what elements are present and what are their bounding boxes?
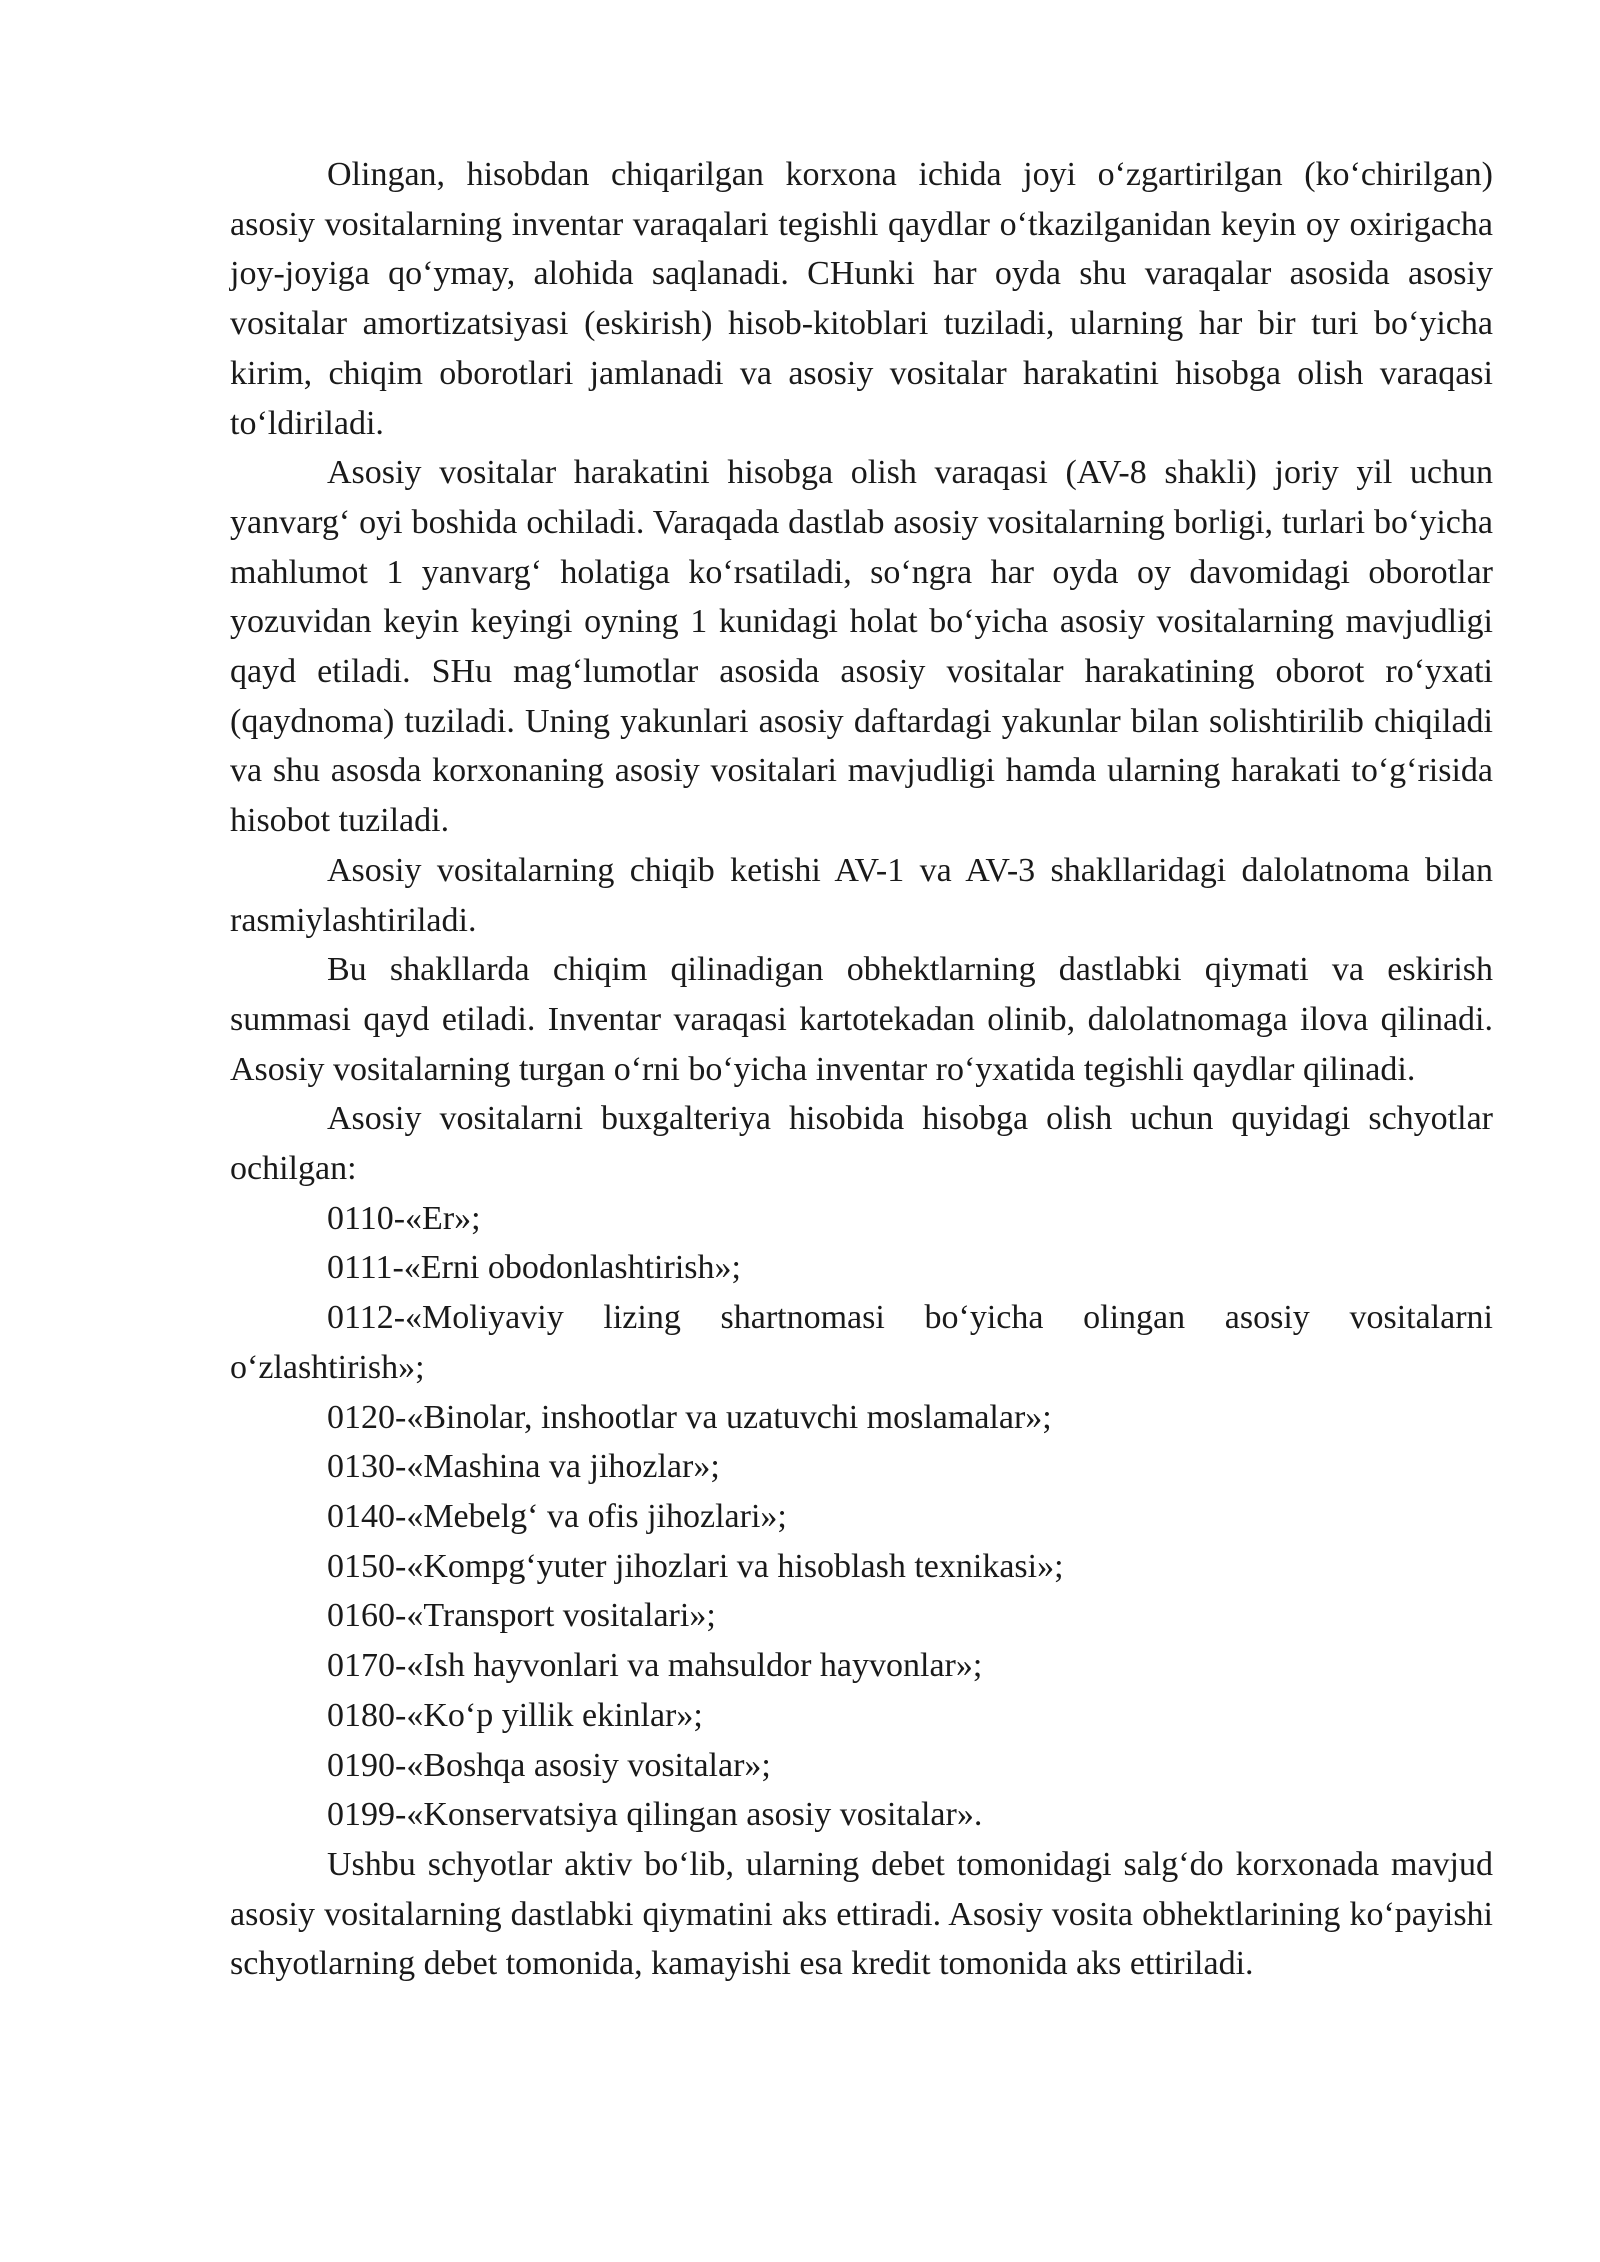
list-item: 0130-«Mashina va jihozlar»;	[327, 1448, 720, 1486]
list-item: 0199-«Konservatsiya qilingan asosiy vositalar».	[327, 1796, 983, 1834]
list-item: 0190-«Boshqa asosiy vositalar»;	[327, 1746, 771, 1784]
list-item: 0111-«Erni obodonlashtirish»;	[327, 1249, 741, 1287]
list-item: 0140-«Mebelg‘ va ofis jihozlari»;	[327, 1497, 787, 1535]
list-item: 0112-«Moliyaviy lizing shartnomasi bo‘yicha olingan asosiy vositalarni o‘zlashtirish»;	[230, 1299, 1493, 1386]
list-item: 0180-«Ko‘p yillik ekinlar»;	[327, 1696, 703, 1734]
paragraph-accounts-intro: Asosiy vositalarni buxgalteriya hisobida hisobga olish uchun quyidagi schyotlar ochilgan:	[230, 1100, 1493, 1188]
list-item: 0150-«Kompg‘yuter jihozlari va hisoblash texnikasi»;	[327, 1547, 1064, 1585]
accounts-list	[230, 1194, 1493, 1840]
paragraph-av8-sheet: Asosiy vositalar harakatini hisobga olish varaqasi (AV-8 shakli) joriy yil uchun yanvarg‘ oyi boshida ochiladi. Varaqada dastlab asosiy vositalarning borligi, turlari bo‘yicha mahlumot 1 yanvarg‘ holatiga ko‘rsatiladi, so‘ngra har oyda oy davomidagi oborotlar yozuvidan keyin keyingi oyning 1 kunidagi holat bo‘yicha asosiy vositalarning mavjudligi qayd etiladi. SHu mag‘lumotlar asosida asosiy vositalar harakatining oborot ro‘yxati (qaydnoma) tuziladi. Uning yakunlari asosiy daftardagi yakunlar bilan solishtirilib chiqiladi va shu asosda korxonaning asosiy vositalari mavjudligi hamda ularning harakati to‘g‘risida hisobot tuziladi.	[230, 454, 1493, 840]
list-item: 0120-«Binolar, inshootlar va uzatuvchi moslamalar»;	[327, 1398, 1052, 1436]
list-item: 0110-«Er»;	[327, 1199, 481, 1237]
paragraph-inventory-cards: Olingan, hisobdan chiqarilgan korxona ichida joyi o‘zgartirilgan (ko‘chirilgan) asosiy vositalarning inventar varaqalari tegishli qaydlar o‘tkazilganidan keyin oy oxirigacha joy-joyiga qo‘ymay, alohida saqlanadi. CHunki har oyda shu varaqalar asosida asosiy vositalar amortizatsiyasi (eskirish) hisob-kitoblari tuziladi, ularning har bir turi bo‘yicha kirim, chiqim oborotlari jamlanadi va asosiy vositalar harakatini hisobga olish varaqasi to‘ldiriladi.	[230, 156, 1493, 442]
document-page	[230, 150, 1493, 1989]
paragraph-disposal-forms: Asosiy vositalarning chiqib ketishi AV-1 va AV-3 shakllaridagi dalolatnoma bilan rasmiylashtiriladi.	[230, 851, 1493, 939]
list-item: 0160-«Transport vositalari»;	[327, 1597, 716, 1635]
paragraph-disposal-details: Bu shakllarda chiqim qilinadigan obhektlarning dastlabki qiymati va eskirish summasi qayd etiladi. Inventar varaqasi kartotekadan olinib, dalolatnomaga ilova qilinadi. Asosiy vositalarning turgan o‘rni bo‘yicha inventar ro‘yxatida tegishli qaydlar qilinadi.	[230, 951, 1493, 1088]
paragraph-active-accounts: Ushbu schyotlar aktiv bo‘lib, ularning debet tomonidagi salg‘do korxonada mavjud asosiy vositalarning dastlabki qiymatini aks ettiradi. Asosiy vosita obhektlarining ko‘payishi schyotlarning debet tomonida, kamayishi esa kredit tomonida aks ettiriladi.	[230, 1845, 1493, 1983]
list-item: 0170-«Ish hayvonlari va mahsuldor hayvonlar»;	[327, 1647, 983, 1685]
